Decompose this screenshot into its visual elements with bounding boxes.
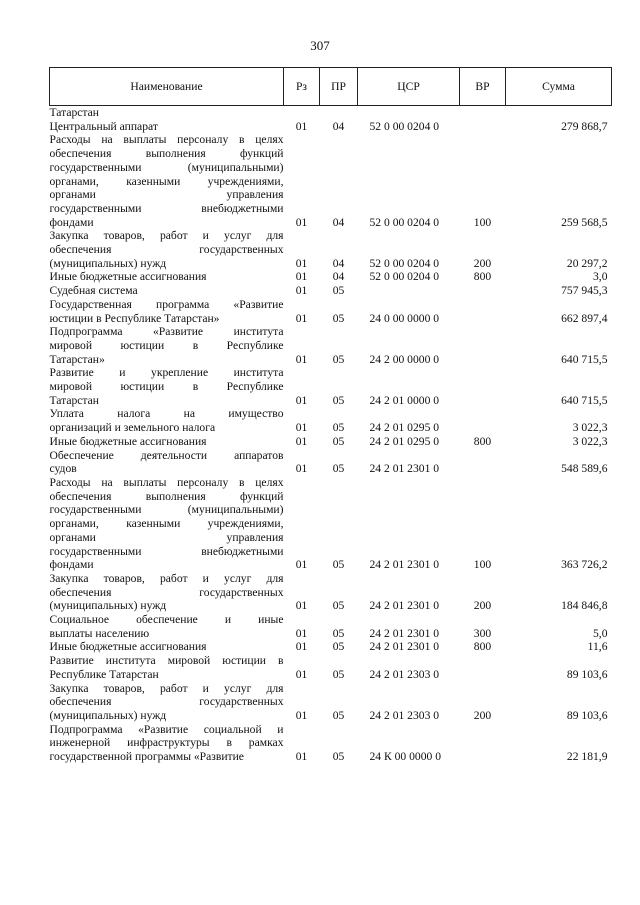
name-line: органами управления [49, 188, 284, 202]
name-line: выплаты населению [49, 626, 150, 640]
name-line: организаций и земельного налога [49, 421, 216, 435]
cell-vr: 200 [473, 256, 492, 270]
cell-csr [358, 106, 460, 120]
name-line: обеспечения выполнения функций [49, 489, 284, 503]
cell-vr [460, 284, 506, 298]
table-row [50, 106, 612, 120]
table-row [50, 640, 612, 654]
cell-name [50, 120, 284, 134]
table-row [50, 366, 612, 407]
name-line: государственными (муниципальными) [49, 160, 284, 174]
cell-sum: 5,0 [593, 626, 608, 640]
name-line: государственной программы «Развитие [49, 750, 244, 764]
cell-sum: 3 022,3 [572, 434, 608, 448]
table-body [50, 106, 612, 764]
name-line: государственными внебюджетными [49, 544, 284, 558]
cell-csr [358, 284, 460, 298]
name-line: мировой юстиции в Республике [49, 380, 284, 394]
cell-vr: 800 [473, 270, 492, 284]
name-line: Расходы на выплаты персоналу в целях [49, 475, 284, 489]
cell-csr: 52 0 00 0204 0 [369, 215, 440, 229]
table-row [50, 298, 612, 325]
cell-name [50, 449, 284, 476]
name-line: Уплата налога на имущество [49, 407, 284, 421]
cell-csr: 24 2 01 2301 0 [369, 558, 440, 572]
cell-csr: 24 2 01 0295 0 [369, 421, 440, 435]
cell-vr [460, 325, 506, 366]
cell-name [50, 640, 284, 654]
cell-pr: 05 [332, 434, 345, 448]
table-row [50, 270, 612, 284]
cell-vr: 800 [473, 434, 492, 448]
cell-name [50, 229, 284, 270]
cell-pr: 05 [332, 750, 345, 764]
name-line: Государственная программа «Развитие [49, 297, 284, 311]
cell-name [50, 133, 284, 229]
cell-rz: 01 [295, 256, 308, 270]
name-line: (муниципальных) нужд [49, 599, 167, 613]
cell-pr: 05 [332, 352, 345, 366]
table-row [50, 325, 612, 366]
table-row [50, 284, 612, 298]
page-number: 307 [310, 38, 330, 53]
name-line: обеспечения государственных [49, 243, 284, 257]
name-line: Развитие и укрепление института [49, 366, 284, 380]
table-row [50, 133, 612, 229]
name-line: Закупка товаров, работ и услуг для [49, 571, 284, 585]
cell-vr [460, 298, 506, 325]
name-line: органами, казенными учреждениями, [49, 174, 284, 188]
cell-sum: 279 868,7 [561, 119, 608, 133]
cell-vr [460, 407, 506, 434]
cell-rz: 01 [295, 284, 308, 298]
name-line: Иные бюджетные ассигнования [49, 640, 207, 654]
cell-pr: 04 [332, 256, 345, 270]
name-line: Расходы на выплаты персоналу в целях [49, 133, 284, 147]
cell-name [50, 435, 284, 449]
header-rz: Рз [284, 68, 320, 106]
cell-name [50, 407, 284, 434]
cell-sum: 11,6 [587, 640, 608, 654]
name-line: Татарстан [49, 106, 99, 119]
table-row [50, 723, 612, 764]
cell-pr: 04 [332, 270, 345, 284]
header-pr: ПР [320, 68, 358, 106]
cell-csr: 24 2 01 2303 0 [369, 708, 440, 722]
table-row [50, 229, 612, 270]
cell-rz: 01 [295, 667, 308, 681]
table-row [50, 435, 612, 449]
cell-vr [460, 366, 506, 407]
cell-pr: 05 [332, 558, 345, 572]
cell-vr [460, 654, 506, 681]
cell-rz [284, 106, 320, 120]
cell-name [50, 366, 284, 407]
name-line: Татарстан [49, 393, 99, 407]
cell-rz: 01 [295, 640, 308, 654]
cell-sum: 89 103,6 [566, 708, 608, 722]
name-line: (муниципальных) нужд [49, 708, 167, 722]
cell-sum: 757 945,3 [561, 284, 608, 298]
cell-name [50, 284, 284, 298]
name-line: Иные бюджетные ассигнования [49, 434, 207, 448]
cell-sum: 259 568,5 [561, 215, 608, 229]
cell-sum: 89 103,6 [566, 667, 608, 681]
cell-name [50, 270, 284, 284]
cell-rz: 01 [295, 393, 308, 407]
cell-pr [320, 106, 358, 120]
name-line: обеспечения государственных [49, 585, 284, 599]
cell-rz: 01 [295, 599, 308, 613]
cell-csr: 24 2 01 2301 0 [369, 626, 440, 640]
cell-sum: 363 726,2 [561, 558, 608, 572]
cell-csr: 24 К 00 0000 0 [369, 750, 441, 764]
name-line: юстиции в Республике Татарстан» [49, 311, 220, 325]
cell-rz: 01 [295, 750, 308, 764]
header-sum: Сумма [506, 68, 612, 106]
cell-csr: 24 0 00 0000 0 [369, 311, 440, 325]
cell-name [50, 613, 284, 640]
name-line: Развитие института мировой юстиции в [49, 654, 284, 668]
cell-name [50, 723, 284, 764]
cell-name [50, 682, 284, 723]
cell-pr: 05 [332, 421, 345, 435]
table-header [50, 68, 612, 106]
cell-name [50, 106, 284, 120]
cell-sum: 3,0 [593, 270, 608, 284]
cell-sum: 662 897,4 [561, 311, 608, 325]
cell-csr: 24 2 01 2303 0 [369, 667, 440, 681]
cell-rz: 01 [295, 311, 308, 325]
name-line: Закупка товаров, работ и услуг для [49, 229, 284, 243]
name-line: Закупка товаров, работ и услуг для [49, 681, 284, 695]
table-row [50, 654, 612, 681]
cell-csr: 52 0 00 0204 0 [369, 270, 440, 284]
cell-sum: 20 297,2 [566, 256, 608, 270]
cell-vr [460, 723, 506, 764]
cell-pr: 05 [332, 311, 345, 325]
name-line: обеспечения выполнения функций [49, 147, 284, 161]
cell-sum: 640 715,5 [561, 352, 608, 366]
cell-pr: 05 [332, 667, 345, 681]
cell-pr: 05 [332, 626, 345, 640]
name-line: государственными (муниципальными) [49, 503, 284, 517]
cell-csr: 52 0 00 0204 0 [369, 256, 440, 270]
cell-sum: 3 022,3 [572, 421, 608, 435]
cell-rz: 01 [295, 462, 308, 476]
table-row [50, 120, 612, 134]
cell-name [50, 572, 284, 613]
name-line: обеспечения государственных [49, 695, 284, 709]
cell-vr: 300 [473, 626, 492, 640]
cell-csr: 24 2 01 0000 0 [369, 393, 440, 407]
cell-pr: 05 [332, 599, 345, 613]
cell-sum: 184 846,8 [561, 599, 608, 613]
cell-rz: 01 [295, 558, 308, 572]
cell-pr: 05 [332, 462, 345, 476]
cell-vr: 100 [473, 215, 492, 229]
cell-vr: 200 [473, 599, 492, 613]
cell-vr [460, 449, 506, 476]
name-line: Центральный аппарат [49, 119, 158, 133]
header-csr: ЦСР [358, 68, 460, 106]
table-row [50, 682, 612, 723]
name-line: фондами [49, 215, 94, 229]
table-row [50, 613, 612, 640]
cell-name [50, 476, 284, 572]
cell-sum: 640 715,5 [561, 393, 608, 407]
cell-csr: 24 2 01 0295 0 [369, 434, 440, 448]
cell-rz: 01 [295, 215, 308, 229]
name-line: Подпрограмма «Развитие института [49, 325, 284, 339]
cell-rz: 01 [295, 708, 308, 722]
name-line: Иные бюджетные ассигнования [49, 270, 207, 284]
name-line: судов [49, 462, 77, 476]
cell-name [50, 654, 284, 681]
name-line: фондами [49, 558, 94, 572]
table-row [50, 407, 612, 434]
table-row [50, 449, 612, 476]
name-line: Татарстан» [49, 352, 105, 366]
name-line: инженерной инфраструктуры в рамках [49, 736, 284, 750]
cell-pr: 05 [332, 640, 345, 654]
cell-vr: 800 [473, 640, 492, 654]
name-line: (муниципальных) нужд [49, 256, 167, 270]
name-line: Судебная система [49, 284, 138, 298]
cell-vr: 200 [473, 708, 492, 722]
header-name: Наименование [50, 68, 284, 106]
cell-csr: 24 2 01 2301 0 [369, 640, 440, 654]
cell-rz: 01 [295, 421, 308, 435]
cell-sum [506, 106, 612, 120]
cell-rz: 01 [295, 352, 308, 366]
name-line: Социальное обеспечение и иные [49, 613, 284, 627]
cell-name [50, 298, 284, 325]
cell-vr [460, 106, 506, 120]
name-line: Республике Татарстан [49, 667, 159, 681]
cell-name [50, 325, 284, 366]
cell-pr: 05 [332, 393, 345, 407]
header-vr: ВР [460, 68, 506, 106]
table-row [50, 572, 612, 613]
cell-pr: 04 [332, 119, 345, 133]
cell-csr: 24 2 01 2301 0 [369, 462, 440, 476]
table-row [50, 476, 612, 572]
cell-rz: 01 [295, 434, 308, 448]
cell-pr: 04 [332, 215, 345, 229]
cell-csr: 52 0 00 0204 0 [369, 119, 440, 133]
name-line: Подпрограмма «Развитие социальной и [49, 722, 284, 736]
cell-sum: 22 181,9 [566, 750, 608, 764]
cell-sum: 548 589,6 [561, 462, 608, 476]
name-line: органами управления [49, 530, 284, 544]
cell-rz: 01 [295, 119, 308, 133]
cell-rz: 01 [295, 626, 308, 640]
cell-pr: 05 [332, 708, 345, 722]
cell-csr: 24 2 01 2301 0 [369, 599, 440, 613]
name-line: мировой юстиции в Республике [49, 338, 284, 352]
cell-vr [460, 120, 506, 134]
cell-vr: 100 [473, 558, 492, 572]
name-line: органами, казенными учреждениями, [49, 517, 284, 531]
name-line: государственными внебюджетными [49, 201, 284, 215]
name-line: Обеспечение деятельности аппаратов [49, 448, 284, 462]
cell-pr: 05 [332, 284, 345, 298]
budget-table [49, 67, 612, 764]
cell-rz: 01 [295, 270, 308, 284]
cell-csr: 24 2 00 0000 0 [369, 352, 440, 366]
